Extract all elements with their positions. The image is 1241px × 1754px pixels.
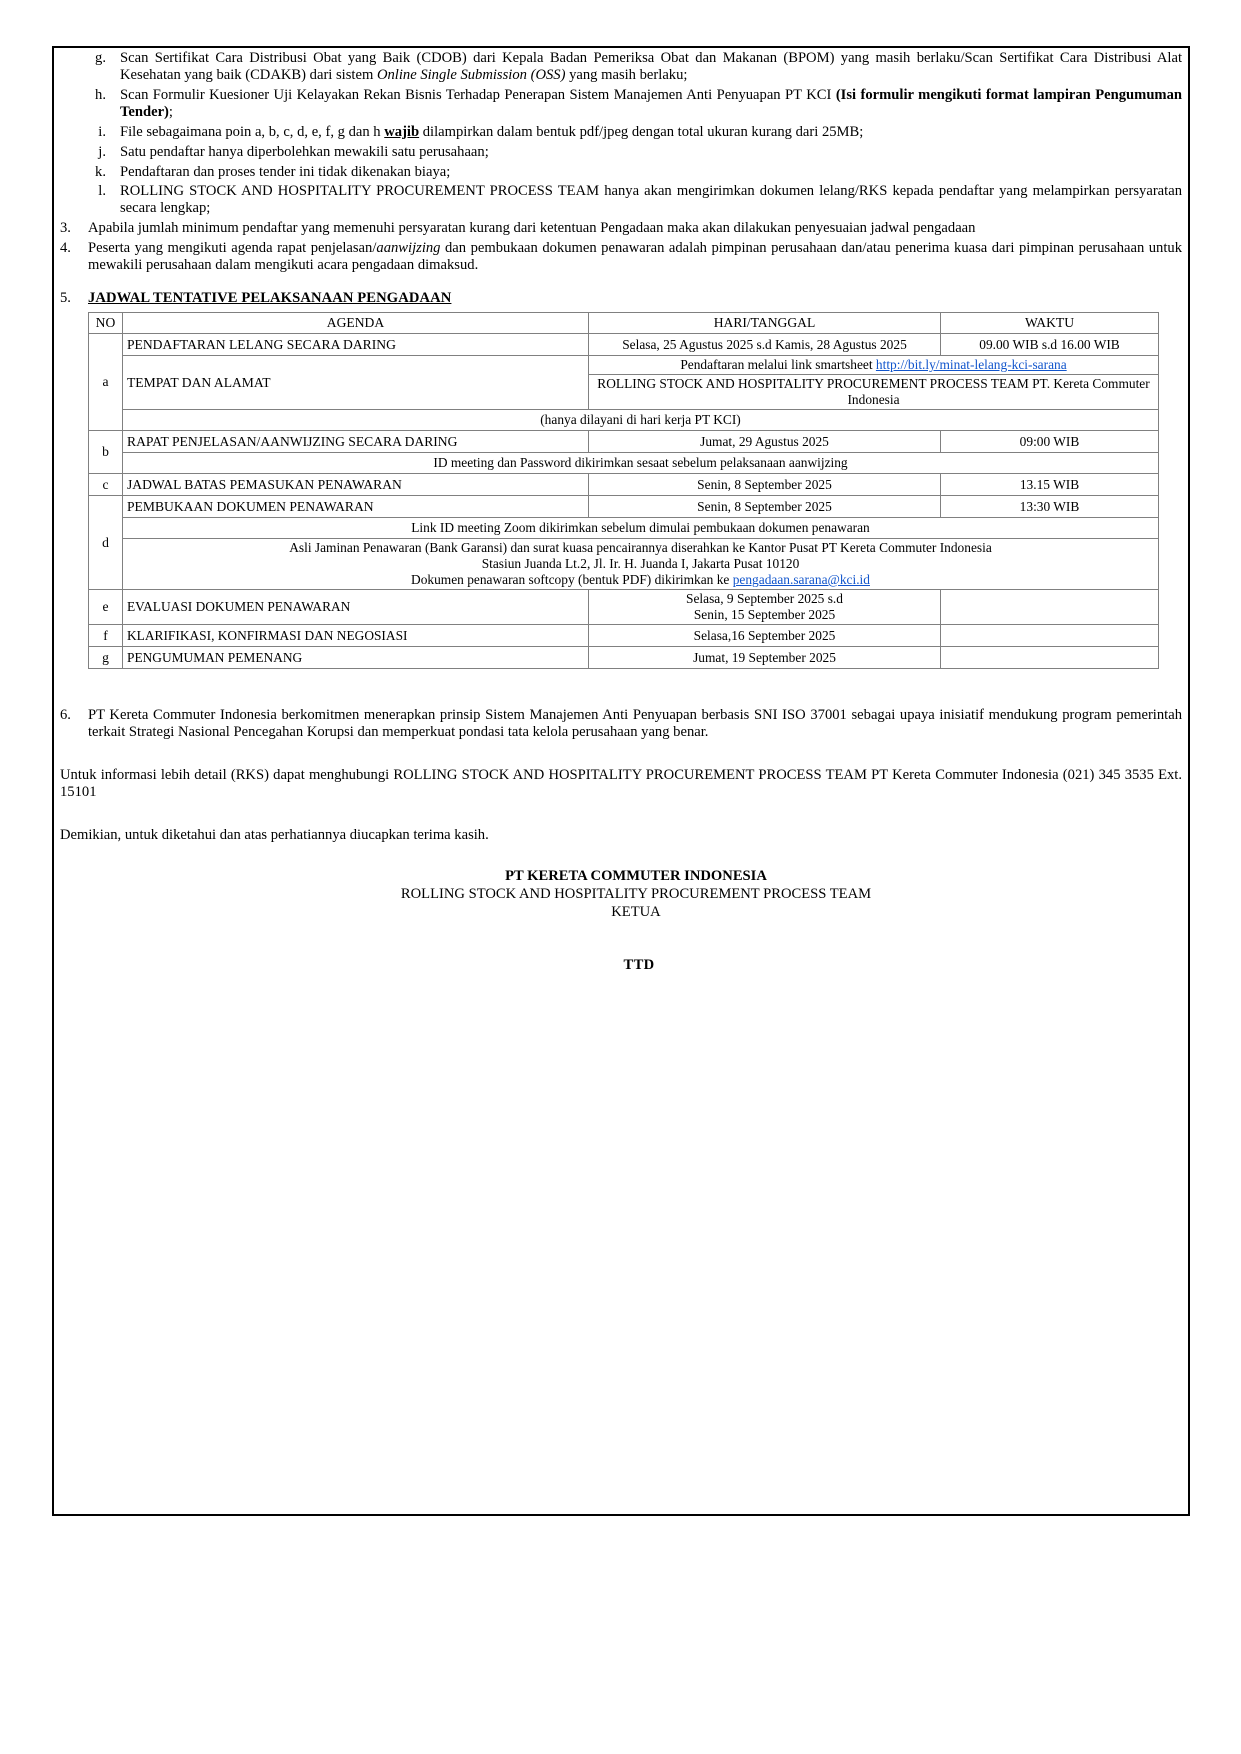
- tanggal-rapat-penjelasan: Jumat, 29 Agustus 2025: [589, 431, 941, 453]
- list-item: [60, 240, 1182, 274]
- signature-company: PT KERETA COMMUTER INDONESIA: [505, 867, 767, 884]
- table-row: [89, 431, 1159, 453]
- row-label-e: e: [89, 590, 123, 625]
- requirements-sublist: [80, 50, 1182, 217]
- tempat-detail-team-line: ROLLING STOCK AND HOSPITALITY PROCUREMENT PROCESS TEAM PT. Kereta Commuter Indonesia: [589, 375, 1159, 410]
- table-row: [89, 334, 1159, 356]
- note-jaminan-line3: [127, 572, 1154, 588]
- text-segment: Peserta yang mengikuti agenda rapat penjelasan/: [88, 240, 377, 257]
- signature-ttd: TTD: [623, 957, 655, 974]
- text-segment: Scan Sertifikat Cara Distribusi Obat yang Baik (CDOB) dari Kepala Badan Pemeriksa Obat dan Makanan (BPOM) yang masih berlaku/Scan Sertifikat Cara Distribusi Alat Kesehatan yang baik (CDAKB) dari sistem: [120, 50, 1182, 83]
- tempat-detail-link-line: [589, 356, 1159, 375]
- schedule-title: JADWAL TENTATIVE PELAKSANAAN PENGADAAN: [88, 290, 452, 307]
- list-item: [80, 144, 1182, 161]
- waktu-rapat-penjelasan: 09:00 WIB: [941, 431, 1159, 453]
- list-text: [120, 50, 1182, 84]
- text-segment: yang masih berlaku;: [565, 66, 688, 83]
- tempat-detail-note: (hanya dilayani di hari kerja PT KCI): [123, 410, 1159, 431]
- tempat-detail-prefix: Pendaftaran melalui link smartsheet: [680, 357, 876, 373]
- text-segment: dan pembukaan dokumen penawaran adalah pimpinan perusahaan dan/atau penerima kuasa dari pimpinan perusahaan untuk mewakili perusahaan dalam mengikuti acara pengadaan dimaksud.: [88, 240, 1182, 274]
- waktu-pengumuman-pemenang: [941, 647, 1159, 669]
- row-label-a: a: [89, 334, 123, 431]
- tanggal-evaluasi-dokumen: [589, 590, 941, 625]
- table-row: [89, 518, 1159, 539]
- column-header-hari-tanggal: HARI/TANGGAL: [589, 313, 941, 334]
- list-marker: l.: [98, 183, 106, 200]
- column-header-waktu: WAKTU: [941, 313, 1159, 334]
- list-text: [88, 240, 1182, 274]
- tanggal-evaluasi-line2: Senin, 15 September 2025: [693, 607, 836, 623]
- note-jaminan-line1: Asli Jaminan Penawaran (Bank Garansi) dan surat kuasa pencairannya diserahkan ke Kantor Pusat PT Kereta Commuter Indonesia: [289, 540, 992, 556]
- row-label-b: b: [89, 431, 123, 474]
- list-text: ROLLING STOCK AND HOSPITALITY PROCUREMENT PROCESS TEAM hanya akan mengirimkan dokumen lelang/RKS kepada pendaftar yang melampirkan persyaratan secara lengkap;: [120, 183, 1182, 217]
- section-6: [60, 707, 1182, 741]
- tanggal-batas-pemasukan: Senin, 8 September 2025: [589, 474, 941, 496]
- table-row: [89, 590, 1159, 625]
- row-label-f: f: [89, 625, 123, 647]
- row-label-c: c: [89, 474, 123, 496]
- agenda-tempat-dan-alamat: TEMPAT DAN ALAMAT: [123, 356, 589, 410]
- table-row: [89, 453, 1159, 474]
- agenda-evaluasi-dokumen: EVALUASI DOKUMEN PENAWARAN: [123, 590, 589, 625]
- list-marker: g.: [95, 50, 106, 66]
- agenda-rapat-penjelasan: RAPAT PENJELASAN/AANWIJZING SECARA DARING: [123, 431, 589, 453]
- list-text: [120, 87, 1182, 121]
- note-link-zoom: Link ID meeting Zoom dikirimkan sebelum dimulai pembukaan dokumen penawaran: [123, 518, 1159, 539]
- list-item: [80, 183, 1182, 217]
- list-text: [120, 124, 1182, 141]
- signature-block: [60, 867, 1182, 922]
- section-6-text: PT Kereta Commuter Indonesia berkomitmen menerapkan prinsip Sistem Manajemen Anti Penyuapan berbasis SNI ISO 37001 sebagai upaya inisiatif mendukung program pemerintah terkait Strategi Nasional Pencegahan Korupsi dan memperkuat pondasi tata kelola perusahaan yang benar.: [88, 707, 1182, 740]
- table-row: [89, 474, 1159, 496]
- agenda-pendaftaran-lelang: PENDAFTARAN LELANG SECARA DARING: [123, 334, 589, 356]
- table-row: [89, 496, 1159, 518]
- tanggal-pembukaan-dokumen: Senin, 8 September 2025: [589, 496, 941, 518]
- text-segment: ;: [168, 103, 173, 120]
- text-segment-bold: (Isi formulir mengikuti format lampiran Pengumuman Tender): [120, 86, 1182, 120]
- text-segment-italic: aanwijzing: [376, 240, 441, 257]
- section-5-heading: [60, 290, 1182, 307]
- text-segment: dilampirkan dalam bentuk pdf/jpeg dengan total ukuran kurang dari 25MB;: [419, 123, 864, 140]
- note-id-meeting-aanwijzing: ID meeting dan Password dikirimkan sesaat sebelum pelaksanaan aanwijzing: [123, 453, 1159, 474]
- agenda-klarifikasi: KLARIFIKASI, KONFIRMASI DAN NEGOSIASI: [123, 625, 589, 647]
- schedule-table-wrapper: [88, 312, 1158, 669]
- waktu-pembukaan-dokumen: 13:30 WIB: [941, 496, 1159, 518]
- table-row: [89, 410, 1159, 431]
- list-marker: j.: [98, 143, 106, 160]
- text-segment-bold-underline: wajib: [384, 123, 420, 140]
- list-marker: 6.: [60, 707, 71, 724]
- schedule-table: [88, 312, 1159, 669]
- list-text: Pendaftaran dan proses tender ini tidak dikenakan biaya;: [120, 163, 451, 180]
- note-jaminan-penawaran: [123, 539, 1159, 590]
- column-header-no: NO: [89, 313, 123, 334]
- closing-paragraph: Demikian, untuk diketahui dan atas perhatiannya diucapkan terima kasih.: [60, 827, 489, 844]
- agenda-pembukaan-dokumen: PEMBUKAAN DOKUMEN PENAWARAN: [123, 496, 589, 518]
- table-header-row: [89, 313, 1159, 334]
- list-item: [80, 164, 1182, 181]
- list-item: [80, 87, 1182, 121]
- list-text: Apabila jumlah minimum pendaftar yang memenuhi persyaratan kurang dari ketentuan Pengadaan maka akan dilakukan penyesuaian jadwal pengadaan: [88, 220, 976, 237]
- note-jaminan-line3-prefix: Dokumen penawaran softcopy (bentuk PDF) dikirimkan ke: [411, 572, 733, 588]
- list-item: [80, 124, 1182, 141]
- text-segment: Scan Formulir Kuesioner Uji Kelayakan Rekan Bisnis Terhadap Penerapan Sistem Manajemen Anti Penyuapan PT KCI: [120, 86, 836, 103]
- smartsheet-registration-link[interactable]: http://bit.ly/minat-lelang-kci-sarana: [875, 357, 1067, 373]
- contact-paragraph: Untuk informasi lebih detail (RKS) dapat menghubungi ROLLING STOCK AND HOSPITALITY PROCUREMENT PROCESS TEAM PT Kereta Commuter Indonesia (021) 345 3535 Ext. 15101: [60, 766, 1182, 801]
- signature-team: ROLLING STOCK AND HOSPITALITY PROCUREMENT PROCESS TEAM: [400, 885, 872, 902]
- list-marker: 4.: [60, 240, 71, 257]
- signature-position: KETUA: [611, 904, 661, 921]
- column-header-agenda: AGENDA: [123, 313, 589, 334]
- row-label-g: g: [89, 647, 123, 669]
- table-row: [89, 356, 1159, 375]
- text-segment: File sebagaimana poin a, b, c, d, e, f, g dan h: [120, 123, 385, 140]
- document-content: [60, 50, 1182, 974]
- waktu-evaluasi-dokumen: [941, 590, 1159, 625]
- tanggal-evaluasi-line1: Selasa, 9 September 2025 s.d: [686, 591, 843, 607]
- waktu-pendaftaran: 09.00 WIB s.d 16.00 WIB: [941, 334, 1159, 356]
- list-marker: i.: [98, 123, 106, 140]
- tanggal-pendaftaran: Selasa, 25 Agustus 2025 s.d Kamis, 28 Agustus 2025: [589, 334, 941, 356]
- table-row: [89, 625, 1159, 647]
- waktu-klarifikasi: [941, 625, 1159, 647]
- note-jaminan-line2: Stasiun Juanda Lt.2, Jl. Ir. H. Juanda I, Jakarta Pusat 10120: [481, 556, 800, 572]
- email-pengadaan-link[interactable]: pengadaan.sarana@kci.id: [732, 572, 870, 588]
- text-segment-italic: Online Single Submission (OSS): [376, 66, 566, 83]
- list-item: [80, 50, 1182, 84]
- table-row: [89, 647, 1159, 669]
- tanggal-klarifikasi: Selasa,16 September 2025: [589, 625, 941, 647]
- list-marker: 3.: [60, 220, 71, 237]
- agenda-batas-pemasukan: JADWAL BATAS PEMASUKAN PENAWARAN: [123, 474, 589, 496]
- list-text: Satu pendaftar hanya diperbolehkan mewakili satu perusahaan;: [120, 143, 489, 160]
- list-marker: k.: [95, 163, 106, 180]
- list-marker: 5.: [60, 290, 71, 307]
- agenda-pengumuman-pemenang: PENGUMUMAN PEMENANG: [123, 647, 589, 669]
- row-label-d: d: [89, 496, 123, 590]
- waktu-batas-pemasukan: 13.15 WIB: [941, 474, 1159, 496]
- tanggal-pengumuman-pemenang: Jumat, 19 September 2025: [589, 647, 941, 669]
- list-marker: h.: [95, 86, 106, 103]
- table-row: [89, 539, 1159, 590]
- list-item: [60, 220, 1182, 237]
